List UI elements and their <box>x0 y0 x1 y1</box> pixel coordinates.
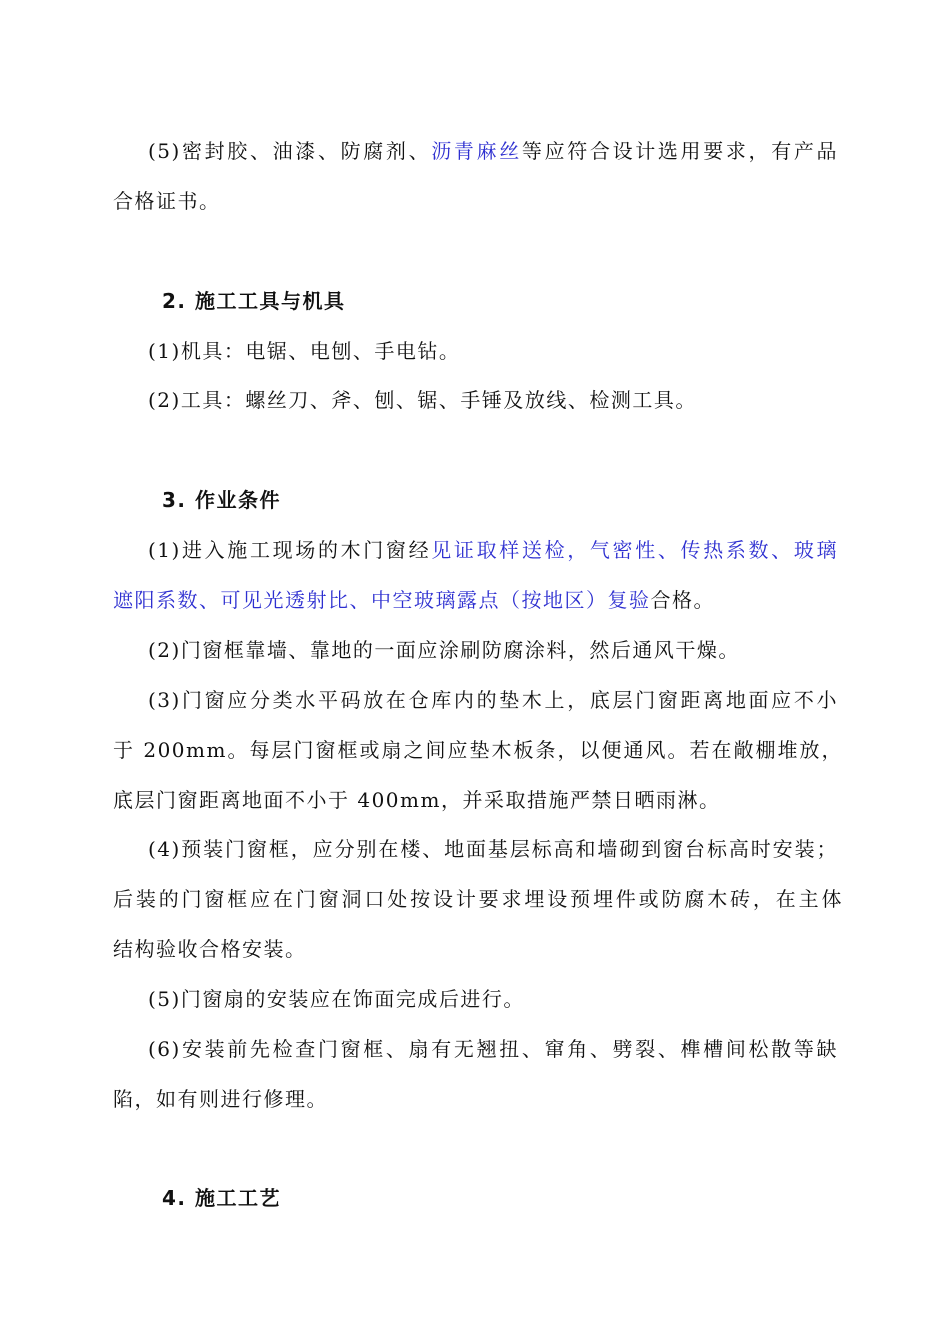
section-heading-process: 4. 施工工艺 <box>162 1186 281 1210</box>
materials-item-5-text-a: (5)密封胶、油漆、防腐剂、 <box>148 139 432 163</box>
conditions-item-4-line-3: 结构验收合格安装。 <box>113 937 307 961</box>
conditions-item-1-highlight-2: 遮阳系数、可见光透射比、中空玻璃露点（按地区）复验 <box>113 588 651 612</box>
section-heading-conditions: 3. 作业条件 <box>162 488 281 512</box>
conditions-item-1-text-a: (1)进入施工现场的木门窗经 <box>148 538 432 562</box>
tools-item-1: (1)机具：电锯、电刨、手电钻。 <box>148 339 461 363</box>
conditions-item-6-line-2: 陷，如有则进行修理。 <box>113 1087 328 1111</box>
conditions-item-1-line-1 <box>148 536 838 564</box>
conditions-item-1-line-2 <box>113 586 843 614</box>
materials-item-5-line-1 <box>148 137 838 165</box>
conditions-item-4-line-2: 后装的门窗框应在门窗洞口处按设计要求埋设预埋件或防腐木砖，在主体 <box>113 887 843 911</box>
section-heading-tools: 2. 施工工具与机具 <box>162 289 346 313</box>
materials-item-5-text-b: 等应符合设计选用要求，有产品 <box>521 139 839 163</box>
conditions-item-3-line-2: 于 200mm。每层门窗框或扇之间应垫木板条，以便通风。若在敞棚堆放， <box>113 738 843 762</box>
conditions-item-1-highlight-1: 见证取样送检，气密性、传热系数、玻璃 <box>431 538 838 562</box>
conditions-item-2: (2)门窗框靠墙、靠地的一面应涂刷防腐涂料，然后通风干燥。 <box>148 638 740 662</box>
conditions-item-4-line-1: (4)预装门窗框，应分别在楼、地面基层标高和墙砌到窗台标高时安装； <box>148 837 838 861</box>
conditions-item-3-line-3: 底层门窗距离地面不小于 400mm，并采取措施严禁日晒雨淋。 <box>113 788 721 812</box>
tools-item-2: (2)工具：螺丝刀、斧、刨、锯、手锤及放线、检测工具。 <box>148 388 697 412</box>
conditions-item-6-line-1: (6)安装前先检查门窗框、扇有无翘扭、窜角、劈裂、榫槽间松散等缺 <box>148 1037 838 1061</box>
conditions-item-1-text-b: 合格。 <box>650 588 715 612</box>
materials-item-5-highlight: 沥青麻丝 <box>431 139 522 163</box>
conditions-item-3-line-1: (3)门窗应分类水平码放在仓库内的垫木上，底层门窗距离地面应不小 <box>148 688 838 712</box>
materials-item-5-line-2: 合格证书。 <box>113 189 221 213</box>
conditions-item-5: (5)门窗扇的安装应在饰面完成后进行。 <box>148 987 525 1011</box>
